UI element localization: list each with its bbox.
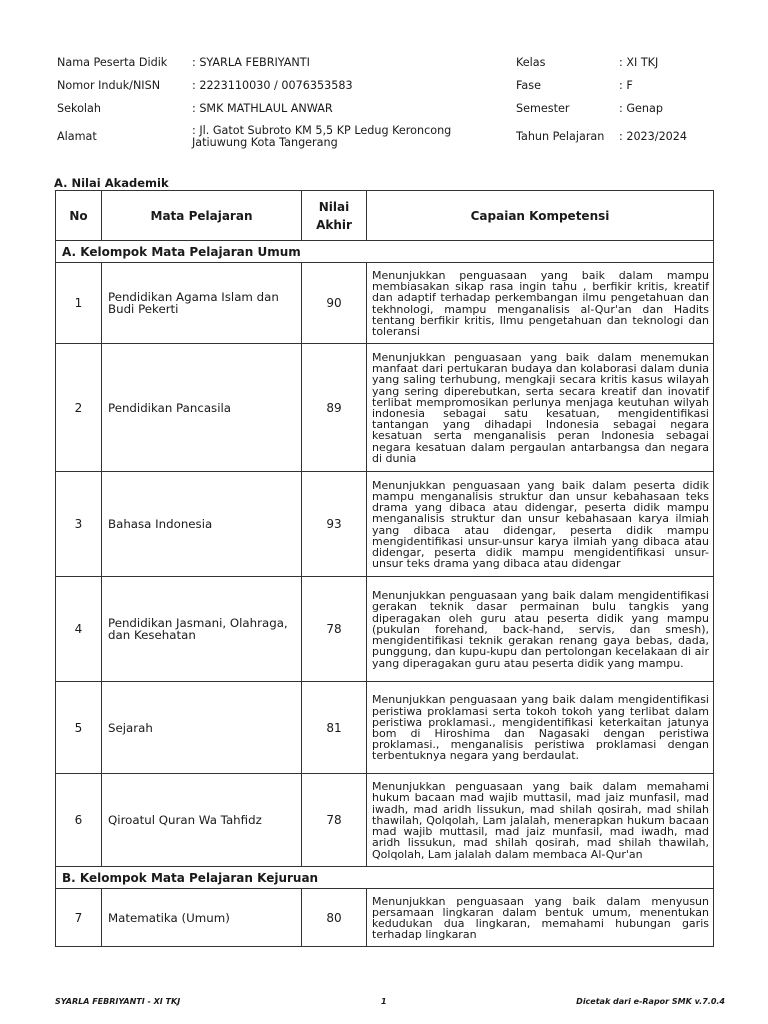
row-score: 93: [302, 472, 367, 577]
semester-value: : Genap: [619, 102, 663, 115]
footer-generator: Dicetak dari e-Rapor SMK v.7.0.4: [576, 997, 725, 1006]
row-score: 78: [302, 577, 367, 682]
row-competency: Menunjukkan penguasaan yang baik dalam memahami hukum bacaan mad wajib muttasil, mad jaiz munfasil, mad iwadh, mad aridh lissukun, mad shilah qosirah, mad shilah thawilah, Qolqolah, Lam jalalah, menerapkan hukum bacaan mad wajib muttasil, mad jaiz munfasil, mad iwadh, mad aridh lissukun, mad shilah qosirah, mad shilah thawilah, Qolqolah, Lam jalalah dalam membaca Al-Qur'an: [367, 774, 714, 867]
row-no: 3: [56, 472, 102, 577]
table-row: [56, 344, 714, 472]
row-subject: Pendidikan Pancasila: [102, 344, 302, 472]
group-title: A. Kelompok Mata Pelajaran Umum: [56, 241, 714, 263]
group-row: [56, 867, 714, 889]
table-row: [56, 889, 714, 947]
header-score: Nilai Akhir: [302, 191, 367, 241]
school-value: : SMK MATHLAUL ANWAR: [192, 102, 333, 115]
row-no: 6: [56, 774, 102, 867]
nisn-value: : 2223110030 / 0076353583: [192, 79, 353, 92]
group-row: [56, 241, 714, 263]
phase-value: : F: [619, 79, 633, 92]
row-competency: Menunjukkan penguasaan yang baik dalam menyusun persamaan lingkaran dalam bentuk umum, menentukan kedudukan dua lingkaran, memahami hubungan garis terhadap lingkaran: [367, 889, 714, 947]
row-subject: Pendidikan Agama Islam dan Budi Pekerti: [102, 263, 302, 344]
row-subject: Pendidikan Jasmani, Olahraga, dan Kesehatan: [102, 577, 302, 682]
section-title: A. Nilai Akademik: [54, 176, 169, 190]
row-score: 80: [302, 889, 367, 947]
header-competency: Capaian Kompetensi: [367, 191, 714, 241]
row-subject: Matematika (Umum): [102, 889, 302, 947]
semester-label: Semester: [516, 102, 570, 115]
table-row: [56, 774, 714, 867]
academic-year-label: Tahun Pelajaran: [516, 130, 605, 143]
row-subject: Qiroatul Quran Wa Tahfidz: [102, 774, 302, 867]
address-label: Alamat: [57, 130, 97, 143]
row-subject: Bahasa Indonesia: [102, 472, 302, 577]
table-row: [56, 263, 714, 344]
row-score: 78: [302, 774, 367, 867]
row-score: 81: [302, 682, 367, 774]
row-subject: Sejarah: [102, 682, 302, 774]
row-competency: Menunjukkan penguasaan yang baik dalam mengidentifikasi peristiwa proklamasi serta tokoh tokoh yang terlibat dalam peristiwa proklamasi., mengidentifikasi keterkaitan jatunya bom di Hiroshima dan Nagasaki dengan peristiwa proklamasi., menganalisis peristiwa proklamasi dengan terbentuknya negara yang berdaulat.: [367, 682, 714, 774]
footer-page-number: 1: [381, 997, 387, 1006]
school-label: Sekolah: [57, 102, 101, 115]
header-no: No: [56, 191, 102, 241]
table-row: [56, 472, 714, 577]
name-label: Nama Peserta Didik: [57, 56, 168, 69]
table-row: [56, 577, 714, 682]
table-header-row: [56, 191, 714, 241]
row-no: 2: [56, 344, 102, 472]
header-subject: Mata Pelajaran: [102, 191, 302, 241]
row-competency: Menunjukkan penguasaan yang baik dalam mengidentifikasi gerakan teknik dasar permainan bulu tangkis yang diperagakan oleh guru atau peserta didik yang mampu (pukulan forehand, back-hand, servis, dan smesh), mengidentifikasi teknik gerakan renang gaya bebas, dada, punggung, dan kupu-kupu dan pertolongan kecelakaan di air yang diperagakan guru atau peserta didik yang mampu.: [367, 577, 714, 682]
address-value: : Jl. Gatot Subroto KM 5,5 KP Ledug Keroncong Jatiuwung Kota Tangerang: [192, 124, 452, 149]
row-no: 1: [56, 263, 102, 344]
name-value: : SYARLA FEBRIYANTI: [192, 56, 310, 69]
row-competency: Menunjukkan penguasaan yang baik dalam mampu membiasakan sikap rasa ingin tahu , berfikir kritis, kreatif dan adaptif terhadap perkembangan ilmu pengetahuan dan tekhnologi, mampu menganalisis al-Qur'an dan Hadits tentang berfikir kritis, Ilmu pengetahuan dan teknologi dan toleransi: [367, 263, 714, 344]
row-no: 4: [56, 577, 102, 682]
group-title: B. Kelompok Mata Pelajaran Kejuruan: [56, 867, 714, 889]
row-competency: Menunjukkan penguasaan yang baik dalam menemukan manfaat dari pertukaran budaya dan kolaborasi dalam dunia yang saling terhubung, mengkaji secara kritis kasus wilayah yang sering diperebutkan, serta secara kreatif dan inovatif terlibat mempromosikan perlunya menjaga keutuhan wilyah indonesia sebagai satu kesatuan, mengidentifikasi tantangan yang dihadapi Indonesia sebagai negara kesatuan serta menganalisis peran Indonesia sebagai negara kesatuan dalam pergaulan antarbangsa dan negara di dunia: [367, 344, 714, 472]
grades-table: [55, 190, 714, 947]
row-score: 89: [302, 344, 367, 472]
footer-student: SYARLA FEBRIYANTI - XI TKJ: [55, 997, 181, 1006]
phase-label: Fase: [516, 79, 541, 92]
nisn-label: Nomor Induk/NISN: [57, 79, 161, 92]
class-value: : XI TKJ: [619, 56, 659, 69]
academic-year-value: : 2023/2024: [619, 130, 688, 143]
row-no: 5: [56, 682, 102, 774]
table-row: [56, 682, 714, 774]
row-score: 90: [302, 263, 367, 344]
row-no: 7: [56, 889, 102, 947]
row-competency: Menunjukkan penguasaan yang baik dalam peserta didik mampu menganalisis struktur dan unsur kebahasaan teks drama yang dibaca atau didengar, peserta didik mampu menganalisis struktur dan unsur kebahasaan karya ilmiah yang dibaca atau didengar, peserta didik mampu mengidentifikasi unsur-unsur karya ilmiah yang dibaca atau didengar, peserta didik mampu mengidentifikasi unsur-unsur teks drama yang dibaca atau didengar: [367, 472, 714, 577]
class-label: Kelas: [516, 56, 546, 69]
